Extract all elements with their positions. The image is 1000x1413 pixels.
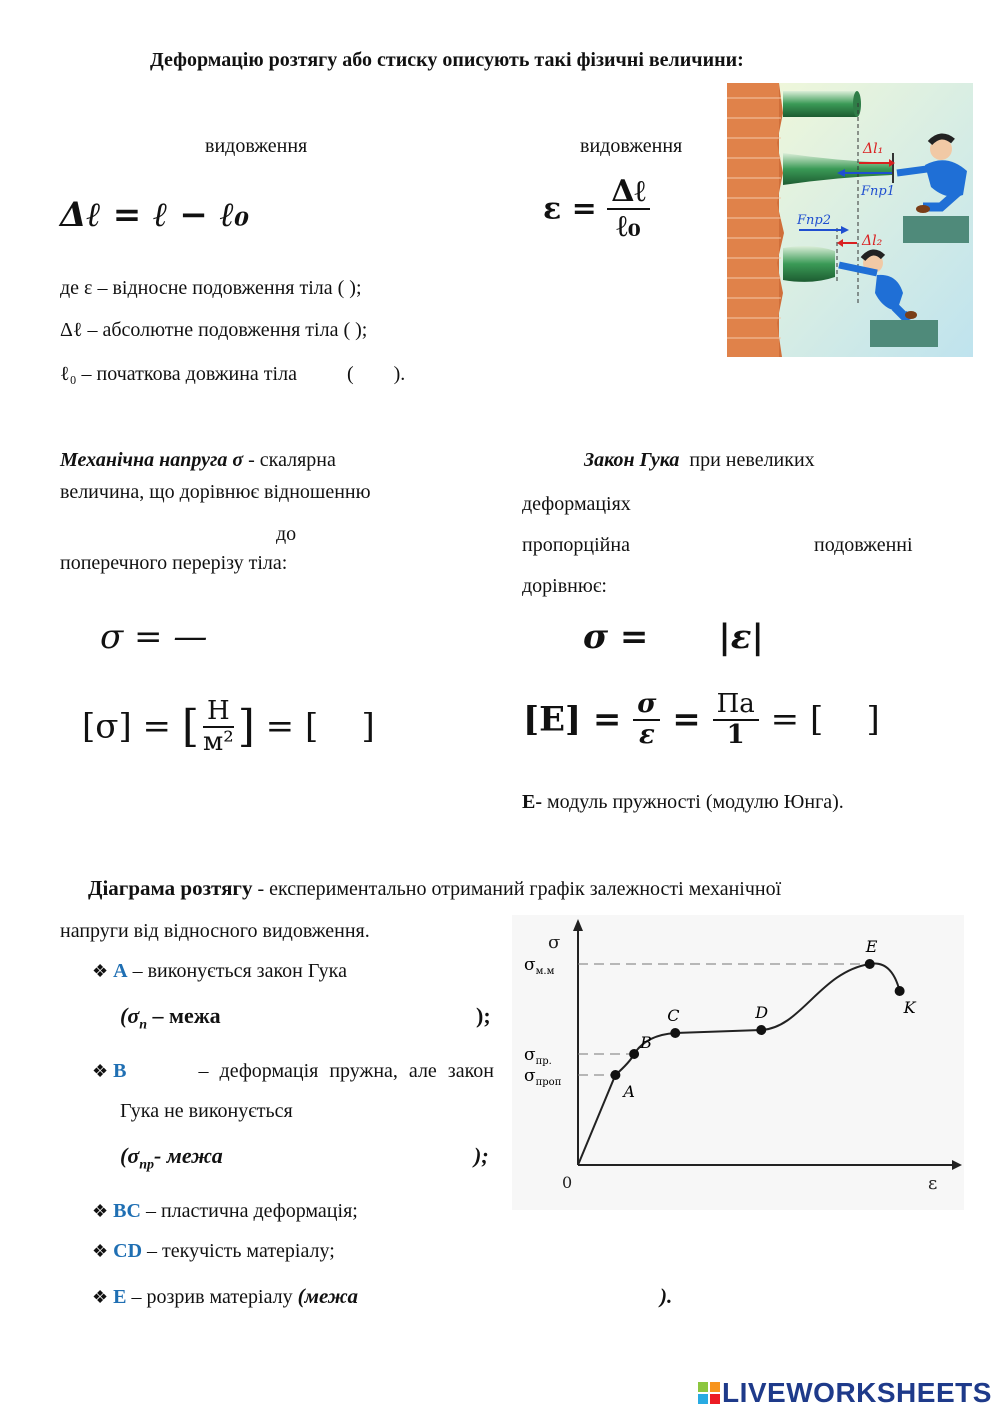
hooke-line3a: пропорційна	[522, 534, 630, 556]
hooke-line3b: подовженні	[814, 534, 913, 556]
hooke-line2: деформаціях	[522, 493, 631, 515]
item-e-key: E	[113, 1286, 127, 1308]
stress-unit-fraction	[199, 697, 238, 756]
point-label-e: E	[865, 937, 878, 956]
point-label-k: K	[903, 998, 916, 1017]
list-item-a	[92, 960, 347, 983]
def-absolute-elongation: Δℓ – абсолютне подовження тіла ( );	[60, 319, 368, 341]
liveworksheets-logo-icon	[698, 1382, 720, 1404]
point-b	[629, 1049, 639, 1059]
young-unit-lhs: [E] =	[523, 699, 622, 740]
rel-elongation-formula	[543, 175, 650, 243]
stress-definition-line2: величина, що дорівнює відношенню	[60, 481, 371, 503]
label-fnp2: Fпр2	[797, 213, 831, 228]
rel-elongation-label: видовження	[580, 135, 683, 157]
stress-unit-lhs: [σ] =	[82, 706, 172, 747]
item-b-limit-rest: - межа	[153, 1143, 223, 1168]
item-a-limit-open: (σ	[120, 1003, 140, 1028]
list-item-bc	[92, 1200, 358, 1223]
stress-definition-line4: поперечного перерізу тіла:	[60, 552, 288, 574]
hooke-formula-rhs: |ε|	[718, 617, 764, 657]
block-bottom	[870, 320, 938, 347]
item-b-continuation: Гука не виконується	[120, 1100, 293, 1122]
item-a-key: A	[113, 960, 128, 982]
young-fraction-2-den: 1	[726, 719, 745, 750]
tension-compression-illustration	[727, 83, 973, 357]
young-fraction-1	[633, 690, 660, 749]
item-bc-key: BC	[113, 1200, 141, 1222]
hooke-formula	[583, 617, 764, 657]
stress-unit-numerator: Н	[203, 697, 234, 728]
point-label-a: A	[623, 1082, 635, 1101]
diagram-term: Діаграма розтягу	[88, 876, 253, 900]
liveworksheets-watermark	[698, 1377, 992, 1409]
item-e-text: – розрив матеріалу	[126, 1286, 298, 1308]
young-unit-formula: [E] = $\frac{\sigma}{\varepsilon}$ = $\frac{Па}{1}$ = [ ]	[523, 689, 880, 750]
abs-elongation-label: видовження	[205, 135, 308, 157]
y-tick-label: $\sigma_{проп}$	[524, 1066, 562, 1088]
stress-term: Механічна напруга σ	[60, 449, 244, 471]
y-axis-label: σ	[548, 932, 561, 953]
bullet-icon: ❖	[92, 1241, 109, 1261]
stress-text1: - скалярна	[243, 449, 336, 471]
hooke-text1: при невеликих	[689, 449, 815, 471]
item-cd-text: – текучість матеріалу;	[142, 1240, 335, 1262]
y-tick-label: $\sigma_{пр.}$	[524, 1045, 552, 1067]
young-unit-rhs: = [ ]	[770, 699, 880, 740]
point-label-c: C	[667, 1006, 680, 1025]
item-b-key: B	[113, 1060, 127, 1082]
bullet-icon: ❖	[92, 1201, 109, 1221]
item-a-text: – виконується закон Гука	[127, 960, 347, 982]
item-a-limit	[120, 1003, 221, 1033]
item-bc-text: – пластична деформація;	[140, 1200, 358, 1222]
list-item-e	[92, 1284, 358, 1309]
item-a-limit-rest: – межа	[146, 1003, 221, 1028]
item-b-limit-close: );	[474, 1143, 489, 1168]
label-dl2: Δl₂	[862, 233, 883, 249]
hooke-line1	[584, 449, 815, 472]
hooke-term: Закон Гука	[584, 449, 680, 471]
diagram-description-line2: напруги від відносного видовження.	[60, 920, 370, 942]
stress-formula: σ = —	[100, 617, 208, 657]
young-fraction-1-den: ε	[638, 719, 655, 750]
bullet-icon: ❖	[92, 961, 109, 981]
young-note-bold: E-	[522, 791, 542, 813]
page-title: Деформацію розтягу або стиску описують такі фізичні величини:	[150, 49, 744, 71]
rel-formula-numerator: Δℓ	[607, 175, 650, 210]
item-a-limit-close: );	[476, 1003, 491, 1028]
point-e	[865, 959, 875, 969]
stress-unit-rhs: = [ ]	[265, 706, 375, 747]
hooke-formula-lhs: σ =	[583, 617, 649, 657]
item-b-text: – деформація пружна, але закон	[198, 1060, 494, 1082]
watermark-brand: LIVEWORKSHEETS	[722, 1377, 992, 1408]
item-e-limit: (межа	[297, 1284, 359, 1308]
item-a-limit-sub: п	[139, 1017, 147, 1033]
point-c	[670, 1028, 680, 1038]
stress-unit-formula: [σ] = [ $\frac{Н}{\text{м²}}$ ] = [ ]	[82, 696, 375, 757]
list-item-b	[92, 1060, 494, 1083]
young-fraction-1-num: σ	[633, 690, 660, 721]
bullet-icon: ❖	[92, 1061, 109, 1081]
x-axis-label: ε	[928, 1173, 938, 1194]
label-dl1: Δl₁	[863, 141, 884, 157]
stress-definition-line1	[60, 449, 336, 472]
label-fnp1: Fпр1	[861, 184, 895, 199]
y-tick-label: $\sigma_{м.м}$	[524, 955, 555, 977]
rel-formula-lhs: ε =	[543, 191, 597, 227]
item-b-limit-sub: пр	[139, 1157, 154, 1173]
def-initial-length: ℓ₀ – початкова довжина тіла ( ).	[60, 363, 406, 385]
young-modulus-note	[522, 791, 844, 814]
abs-elongation-formula: Δℓ = ℓ − ℓ₀	[60, 195, 250, 235]
stress-unit-denominator: м²	[203, 726, 234, 757]
young-note-text: модуль пружності (модулю Юнга).	[542, 791, 844, 813]
diagram-description-line1	[88, 876, 781, 901]
def-relative-elongation: де ε – відносне подовження тіла ( );	[60, 277, 362, 299]
rod-original	[783, 91, 857, 117]
rod-compressed	[783, 246, 835, 282]
rel-formula-fraction	[607, 175, 650, 243]
stress-strain-chart	[512, 915, 964, 1210]
item-cd-key: CD	[113, 1240, 143, 1262]
item-b-limit	[120, 1143, 223, 1173]
young-fraction-2-num: Па	[713, 690, 759, 721]
rel-formula-denominator: ℓ₀	[616, 209, 641, 244]
list-item-cd	[92, 1240, 335, 1263]
point-k	[895, 986, 905, 996]
point-a	[610, 1070, 620, 1080]
stress-definition-line3: до	[276, 523, 297, 545]
point-d	[756, 1025, 766, 1035]
block-top	[903, 216, 969, 243]
hooke-line4: дорівнює:	[522, 575, 607, 597]
diagram-desc1: - експериментально отриманий графік залежності механічної	[252, 878, 782, 900]
item-e-close: ).	[660, 1284, 673, 1308]
point-label-d: D	[755, 1003, 769, 1022]
point-label-b: B	[640, 1033, 652, 1052]
young-fraction-2	[713, 690, 759, 749]
brick-wall	[727, 83, 779, 357]
origin-label: 0	[562, 1173, 573, 1192]
bullet-icon: ❖	[92, 1287, 109, 1307]
item-b-limit-open: (σ	[120, 1143, 140, 1168]
